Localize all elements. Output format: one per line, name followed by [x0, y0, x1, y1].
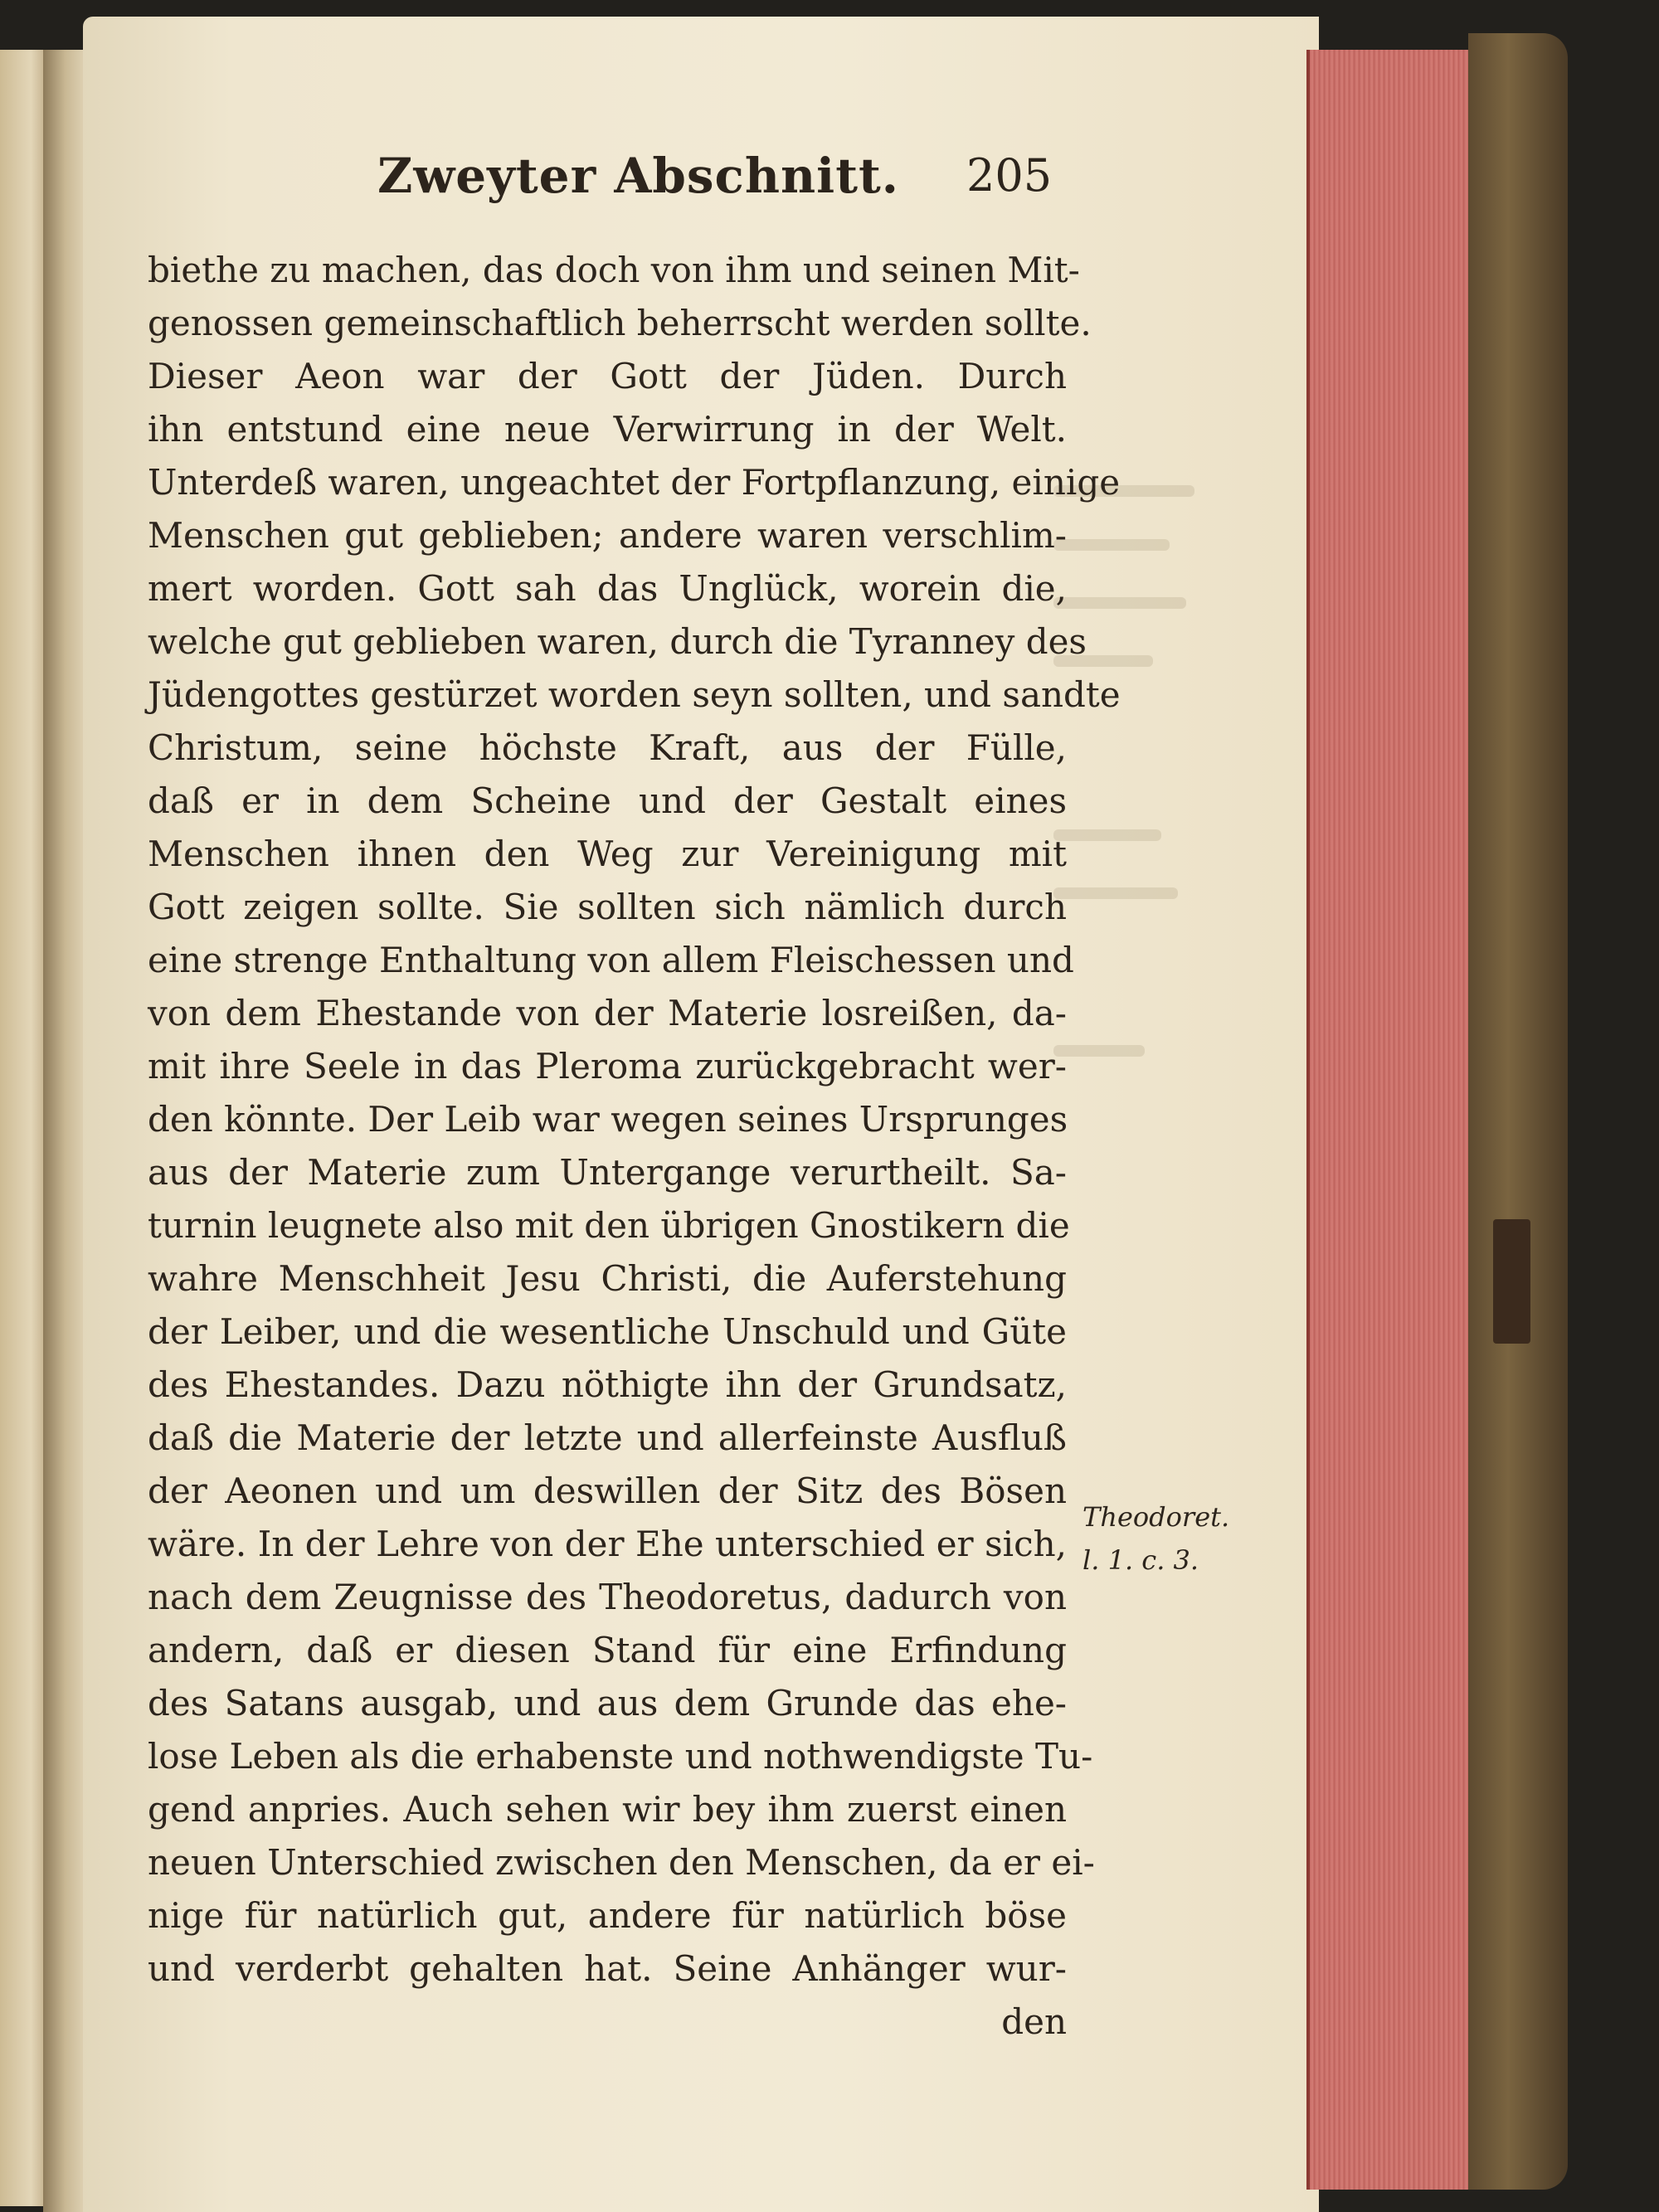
bleed-through-mark — [1053, 539, 1170, 551]
text-line: des Ehestandes. Dazu nöthigte ihn der Grundsatz, — [148, 1364, 1067, 1405]
bleed-through-mark — [1053, 597, 1186, 609]
text-line: Dieser Aeon war der Gott der Jüden. Durch — [148, 356, 1067, 396]
text-line: mert worden. Gott sah das Unglück, worein die, — [148, 568, 1067, 609]
text-line: des Satans ausgab, und aus dem Grunde das ehe- — [148, 1683, 1067, 1723]
text-line: den könnte. Der Leib war wegen seines Ursprunges — [148, 1099, 1068, 1140]
text-line: wahre Menschheit Jesu Christi, die Auferstehung — [148, 1258, 1067, 1299]
book-binding — [1468, 33, 1568, 2190]
text-line: eine strenge Enthaltung von allem Fleischessen und — [148, 940, 1074, 980]
text-line: mit ihre Seele in das Pleroma zurückgebracht wer- — [148, 1046, 1067, 1087]
text-line: und verderbt gehalten hat. Seine Anhänger wur- — [148, 1948, 1067, 1989]
text-line: nach dem Zeugnisse des Theodoretus, dadurch von — [148, 1577, 1067, 1617]
page-number: 205 — [966, 149, 1053, 202]
bleed-through-mark — [1053, 1045, 1145, 1057]
text-line: der Aeonen und um deswillen der Sitz des Bösen — [148, 1471, 1067, 1511]
text-line: biethe zu machen, das doch von ihm und seinen Mit- — [148, 250, 1080, 290]
catchword: den — [1001, 2001, 1067, 2042]
bleed-through-mark — [1053, 829, 1161, 841]
text-line: gend anpries. Auch sehen wir bey ihm zuerst einen — [148, 1789, 1067, 1830]
text-line: ihn entstund eine neue Verwirrung in der Welt. — [148, 409, 1067, 450]
text-line: Gott zeigen sollte. Sie sollten sich nämlich durch — [148, 887, 1067, 927]
text-line: daß die Materie der letzte und allerfeinste Ausfluß — [148, 1417, 1067, 1458]
binding-tab — [1493, 1219, 1530, 1344]
text-line: genossen gemeinschaftlich beherrscht werden sollte. — [148, 303, 1092, 343]
text-line: Menschen ihnen den Weg zur Vereinigung mit — [148, 834, 1067, 874]
bleed-through-mark — [1053, 887, 1178, 899]
text-line: nige für natürlich gut, andere für natürlich böse — [148, 1895, 1067, 1936]
running-header: Zweyter Abschnitt. — [377, 148, 899, 204]
text-line: aus der Materie zum Untergange verurtheilt. Sa- — [148, 1152, 1067, 1193]
text-line: welche gut geblieben waren, durch die Tyranney des — [148, 621, 1087, 662]
text-line: lose Leben als die erhabenste und nothwendigste Tu- — [148, 1736, 1093, 1777]
text-line: neuen Unterschied zwischen den Menschen, da er ei- — [148, 1842, 1095, 1883]
margin-note-reference: l. 1. c. 3. — [1082, 1544, 1199, 1576]
text-line: Unterdeß waren, ungeachtet der Fortpflanzung, einige — [148, 462, 1121, 503]
page-block-edge — [1306, 50, 1472, 2190]
text-line: daß er in dem Scheine und der Gestalt eines — [148, 780, 1067, 821]
text-line: Menschen gut geblieben; andere waren verschlim- — [148, 515, 1067, 556]
text-line: andern, daß er diesen Stand für eine Erfindung — [148, 1630, 1067, 1670]
text-line: Christum, seine höchste Kraft, aus der Fülle, — [148, 727, 1067, 768]
margin-note-source: Theodoret. — [1082, 1501, 1230, 1533]
text-line: von dem Ehestande von der Materie losreißen, da- — [148, 993, 1067, 1033]
text-line: der Leiber, und die wesentliche Unschuld und Güte — [148, 1311, 1067, 1352]
text-line: wäre. In der Lehre von der Ehe unterschied er sich, — [148, 1524, 1067, 1564]
text-line: turnin leugnete also mit den übrigen Gnostikern die — [148, 1205, 1070, 1246]
text-line: Jüdengottes gestürzet worden seyn sollten, und sandte — [148, 674, 1121, 715]
